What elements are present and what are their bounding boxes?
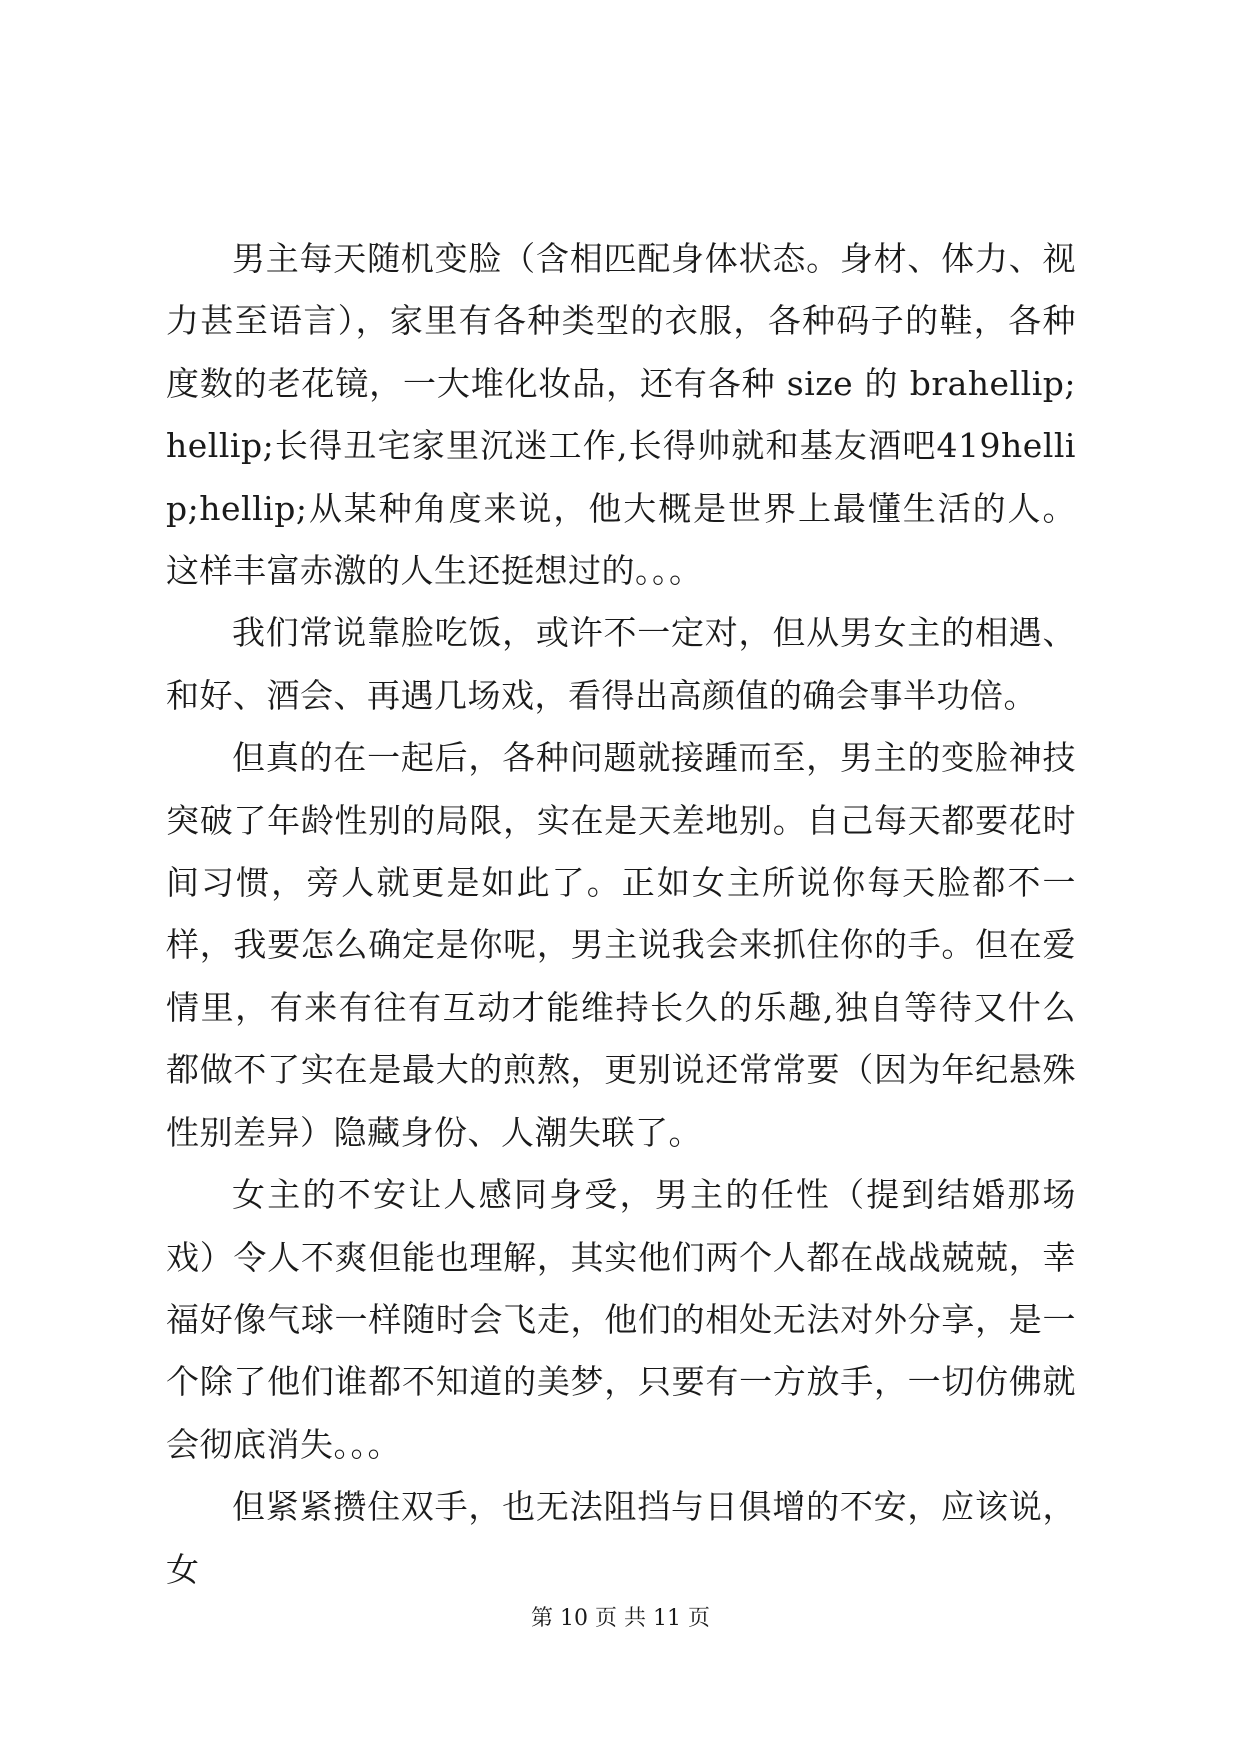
paragraph-4: 女主的不安让人感同身受，男主的任性（提到结婚那场戏）令人不爽但能也理解，其实他们两个人都在战战兢兢，幸福好像气球一样随时会飞走，他们的相处无法对外分享，是一个除了他们谁都不知道的美梦，只要有一方放手，一切仿佛就会彻底消失。。。 <box>166 1175 1076 1464</box>
paragraph-5: 但紧紧攒住双手，也无法阻挡与日俱增的不安，应该说，女 <box>166 1487 1076 1589</box>
paragraph-3: 但真的在一起后，各种问题就接踵而至，男主的变脸神技突破了年龄性别的局限，实在是天差地别。自己每天都要花时间习惯，旁人就更是如此了。正如女主所说你每天脸都不一样，我要怎么确定是你呢，男主说我会来抓住你的手。但在爱情里，有来有往有互动才能维持长久的乐趣,独自等待又什么都做不了实在是最大的煎熬，更别说还常常要（因为年纪悬殊性别差异）隐藏身份、人潮失联了。 <box>166 738 1076 1152</box>
body-text <box>166 228 1076 1601</box>
paragraph-2: 我们常说靠脸吃饭，或许不一定对，但从男女主的相遇、和好、酒会、再遇几场戏，看得出高颜值的确会事半功倍。 <box>166 613 1076 715</box>
page-number-footer: 第 10 页 共 11 页 <box>531 1606 710 1631</box>
paragraph-1: 男主每天随机变脸（含相匹配身体状态。身材、体力、视力甚至语言），家里有各种类型的衣服，各种码子的鞋，各种度数的老花镜，一大堆化妆品，还有各种 size 的 brahellip;hellip;长得丑宅家里沉迷工作,长得帅就和基友酒吧419hellip;hellip;从某种角度来说，他大概是世界上最懂生活的人。这样丰富赤激的人生还挺想过的。。。 <box>166 239 1076 591</box>
